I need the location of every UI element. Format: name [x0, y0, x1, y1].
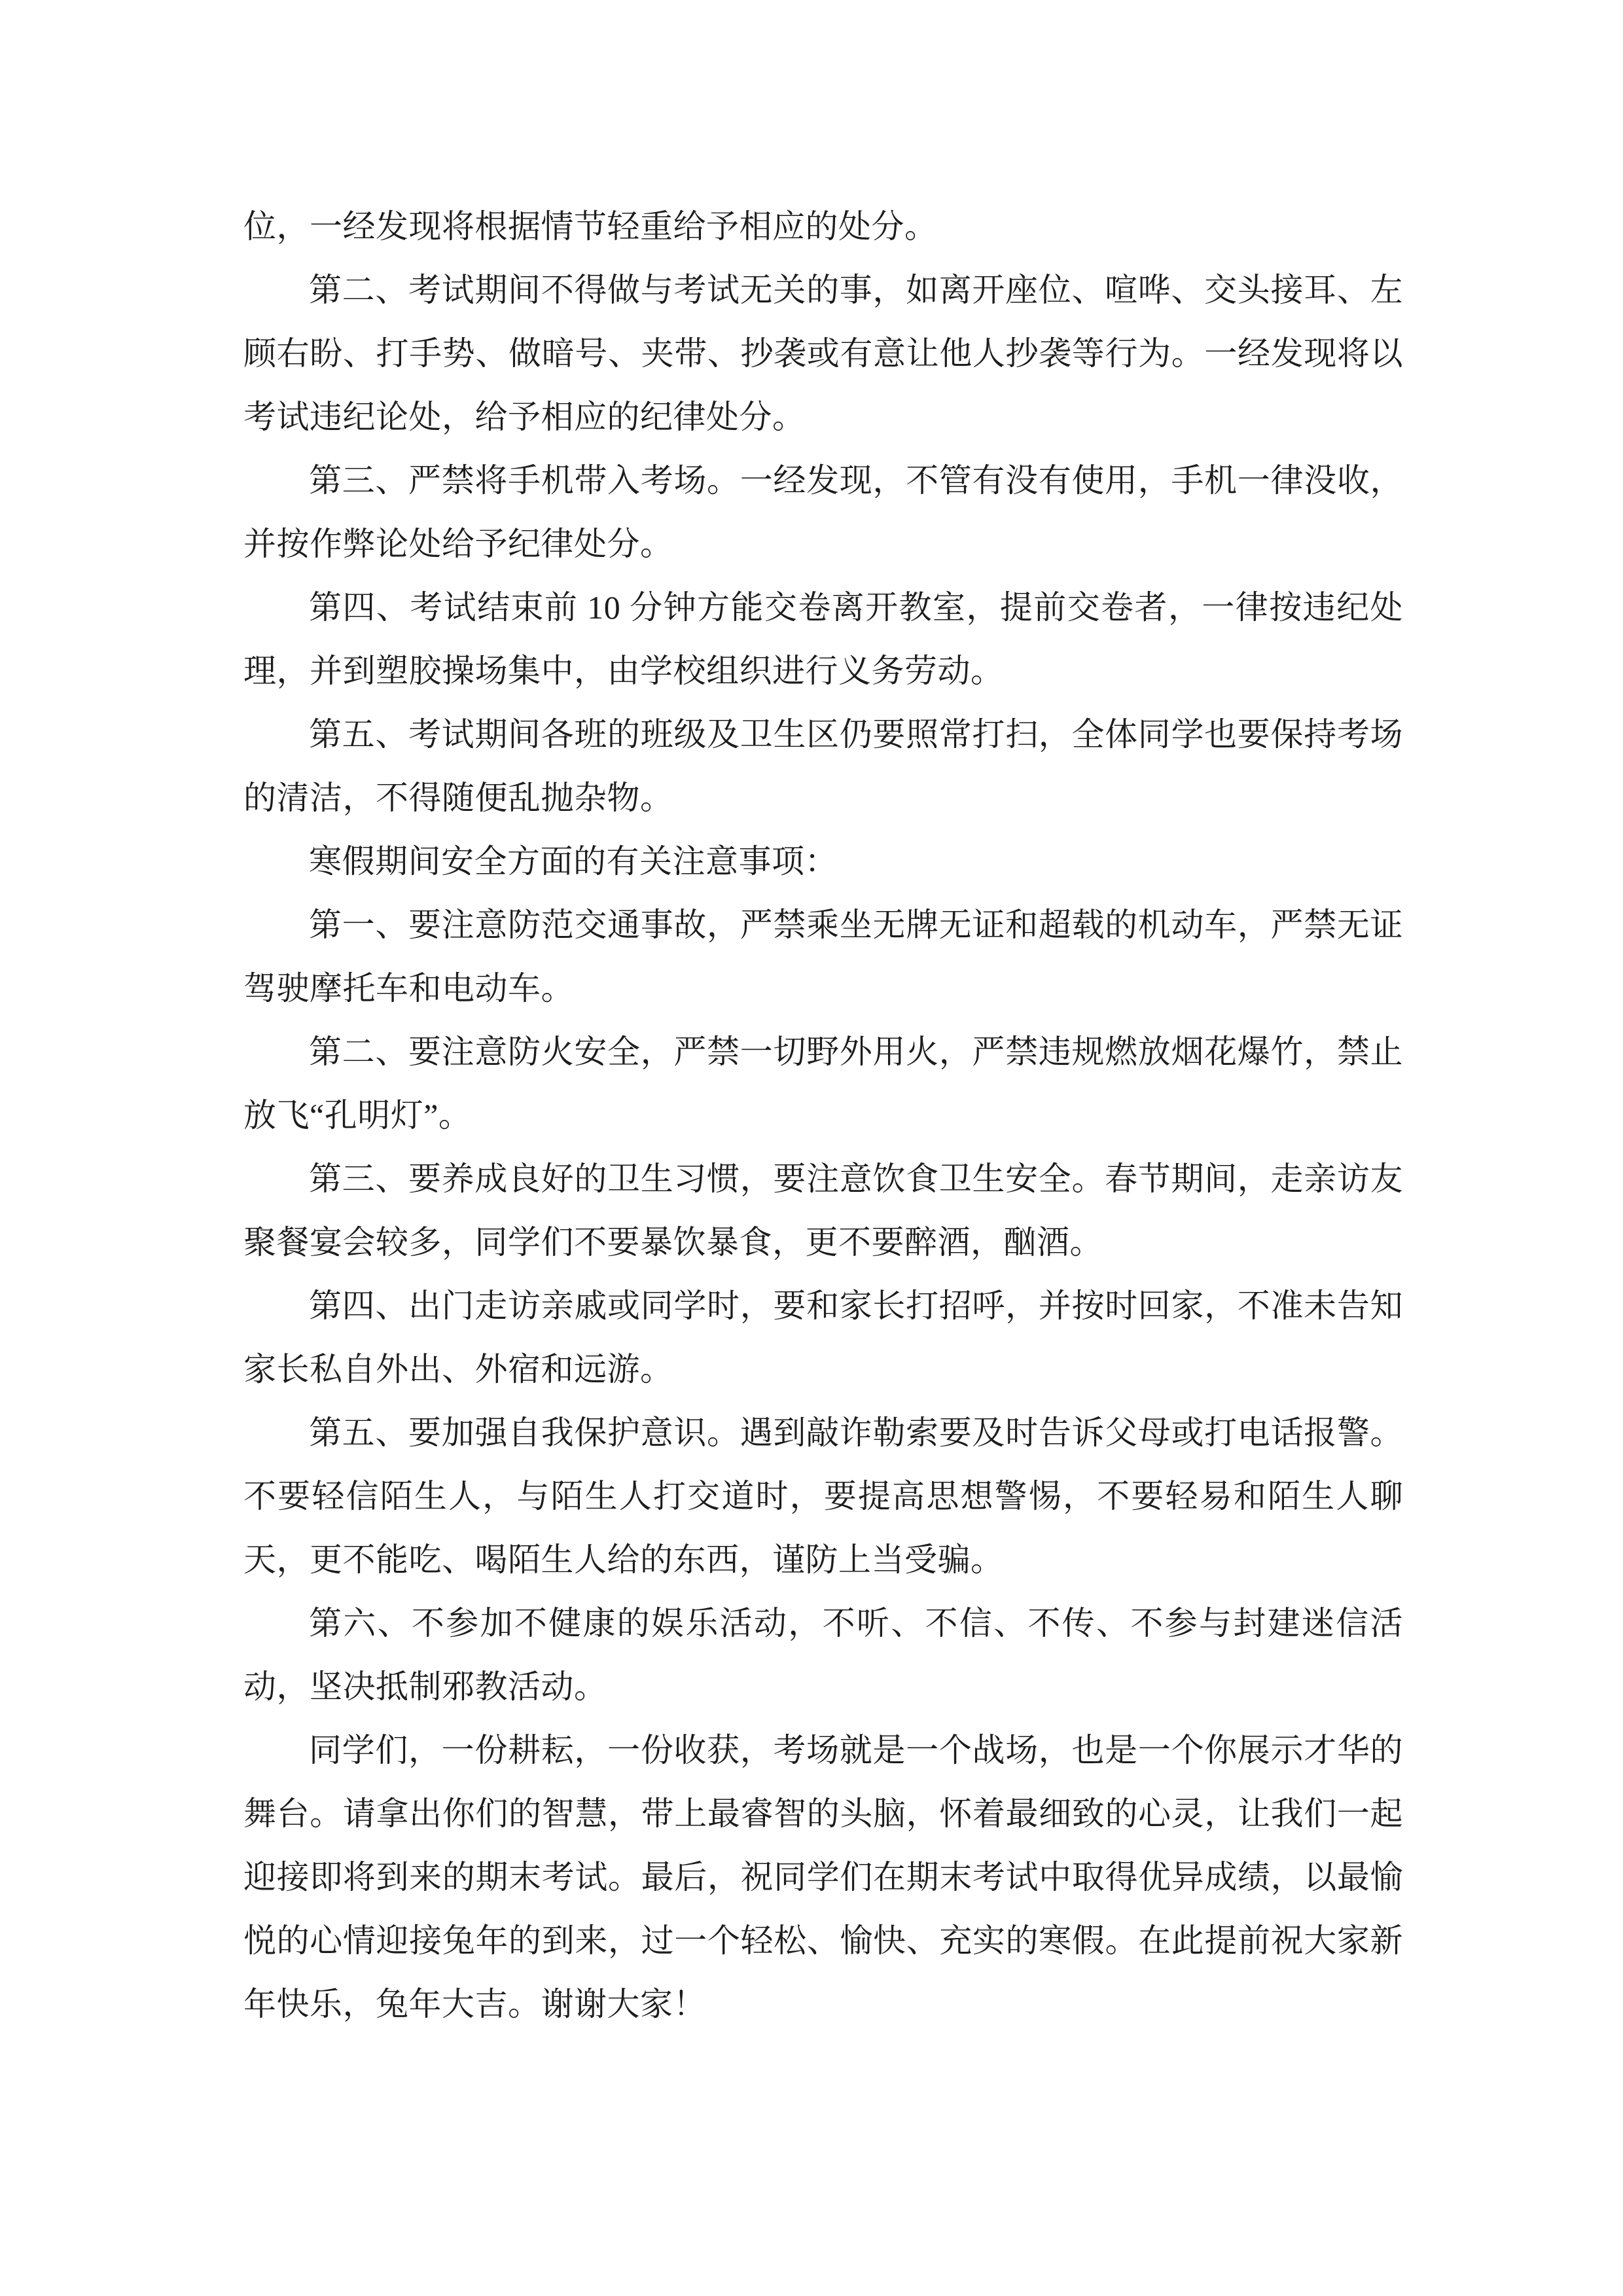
paragraph: 第一、要注意防范交通事故，严禁乘坐无牌无证和超载的机动车，严禁无证驾驶摩托车和电动车。: [243, 906, 1403, 1007]
paragraph: 第二、考试期间不得做与考试无关的事，如离开座位、喧哗、交头接耳、左顾右盼、打手势、做暗号、夹带、抄袭或有意让他人抄袭等行为。一经发现将以考试违纪论处，给予相应的纪律处分。: [243, 272, 1403, 435]
closing-paragraph: 同学们，一份耕耘，一份收获，考场就是一个战场，也是一个你展示才华的舞台。请拿出你们的智慧，带上最睿智的头脑，怀着最细致的心灵，让我们一起迎接即将到来的期末考试。最后，祝同学们在期末考试中取得优异成绩，以最愉悦的心情迎接兔年的到来，过一个轻松、愉快、充实的寒假。在此提前祝大家新年快乐，兔年大吉。谢谢大家！: [243, 1732, 1403, 2022]
paragraph: 第六、不参加不健康的娱乐活动，不听、不信、不传、不参与封建迷信活动，坚决抵制邪教活动。: [243, 1605, 1403, 1705]
paragraph: 第三、严禁将手机带入考场。一经发现，不管有没有使用，手机一律没收，并按作弊论处给予纪律处分。: [243, 462, 1403, 562]
paragraph: 第四、出门走访亲戚或同学时，要和家长打招呼，并按时回家，不准未告知家长私自外出、外宿和远游。: [243, 1287, 1403, 1388]
paragraph: 第五、考试期间各班的班级及卫生区仍要照常打扫，全体同学也要保持考场的清洁，不得随便乱抛杂物。: [243, 716, 1403, 816]
paragraph: 第四、考试结束前 10 分钟方能交卷离开教室，提前交卷者，一律按违纪处理，并到塑胶操场集中，由学校组织进行义务劳动。: [243, 589, 1403, 689]
paragraph: 第三、要养成良好的卫生习惯，要注意饮食卫生安全。春节期间，走亲访友聚餐宴会较多，同学们不要暴饮暴食，更不要醉酒，酗酒。: [243, 1160, 1403, 1261]
paragraph: 第五、要加强自我保护意识。遇到敲诈勒索要及时告诉父母或打电话报警。不要轻信陌生人，与陌生人打交道时，要提高思想警惕，不要轻易和陌生人聊天，更不能吃、喝陌生人给的东西，谨防上当受骗。: [243, 1414, 1403, 1578]
paragraph: 位，一经发现将根据情节轻重给予相应的处分。: [243, 208, 938, 245]
paragraph: 第二、要注意防火安全，严禁一切野外用火，严禁违规燃放烟花爆竹，禁止放飞“孔明灯”。: [243, 1033, 1403, 1134]
section-heading: 寒假期间安全方面的有关注意事项：: [309, 843, 838, 880]
document-body: [243, 195, 1403, 2036]
